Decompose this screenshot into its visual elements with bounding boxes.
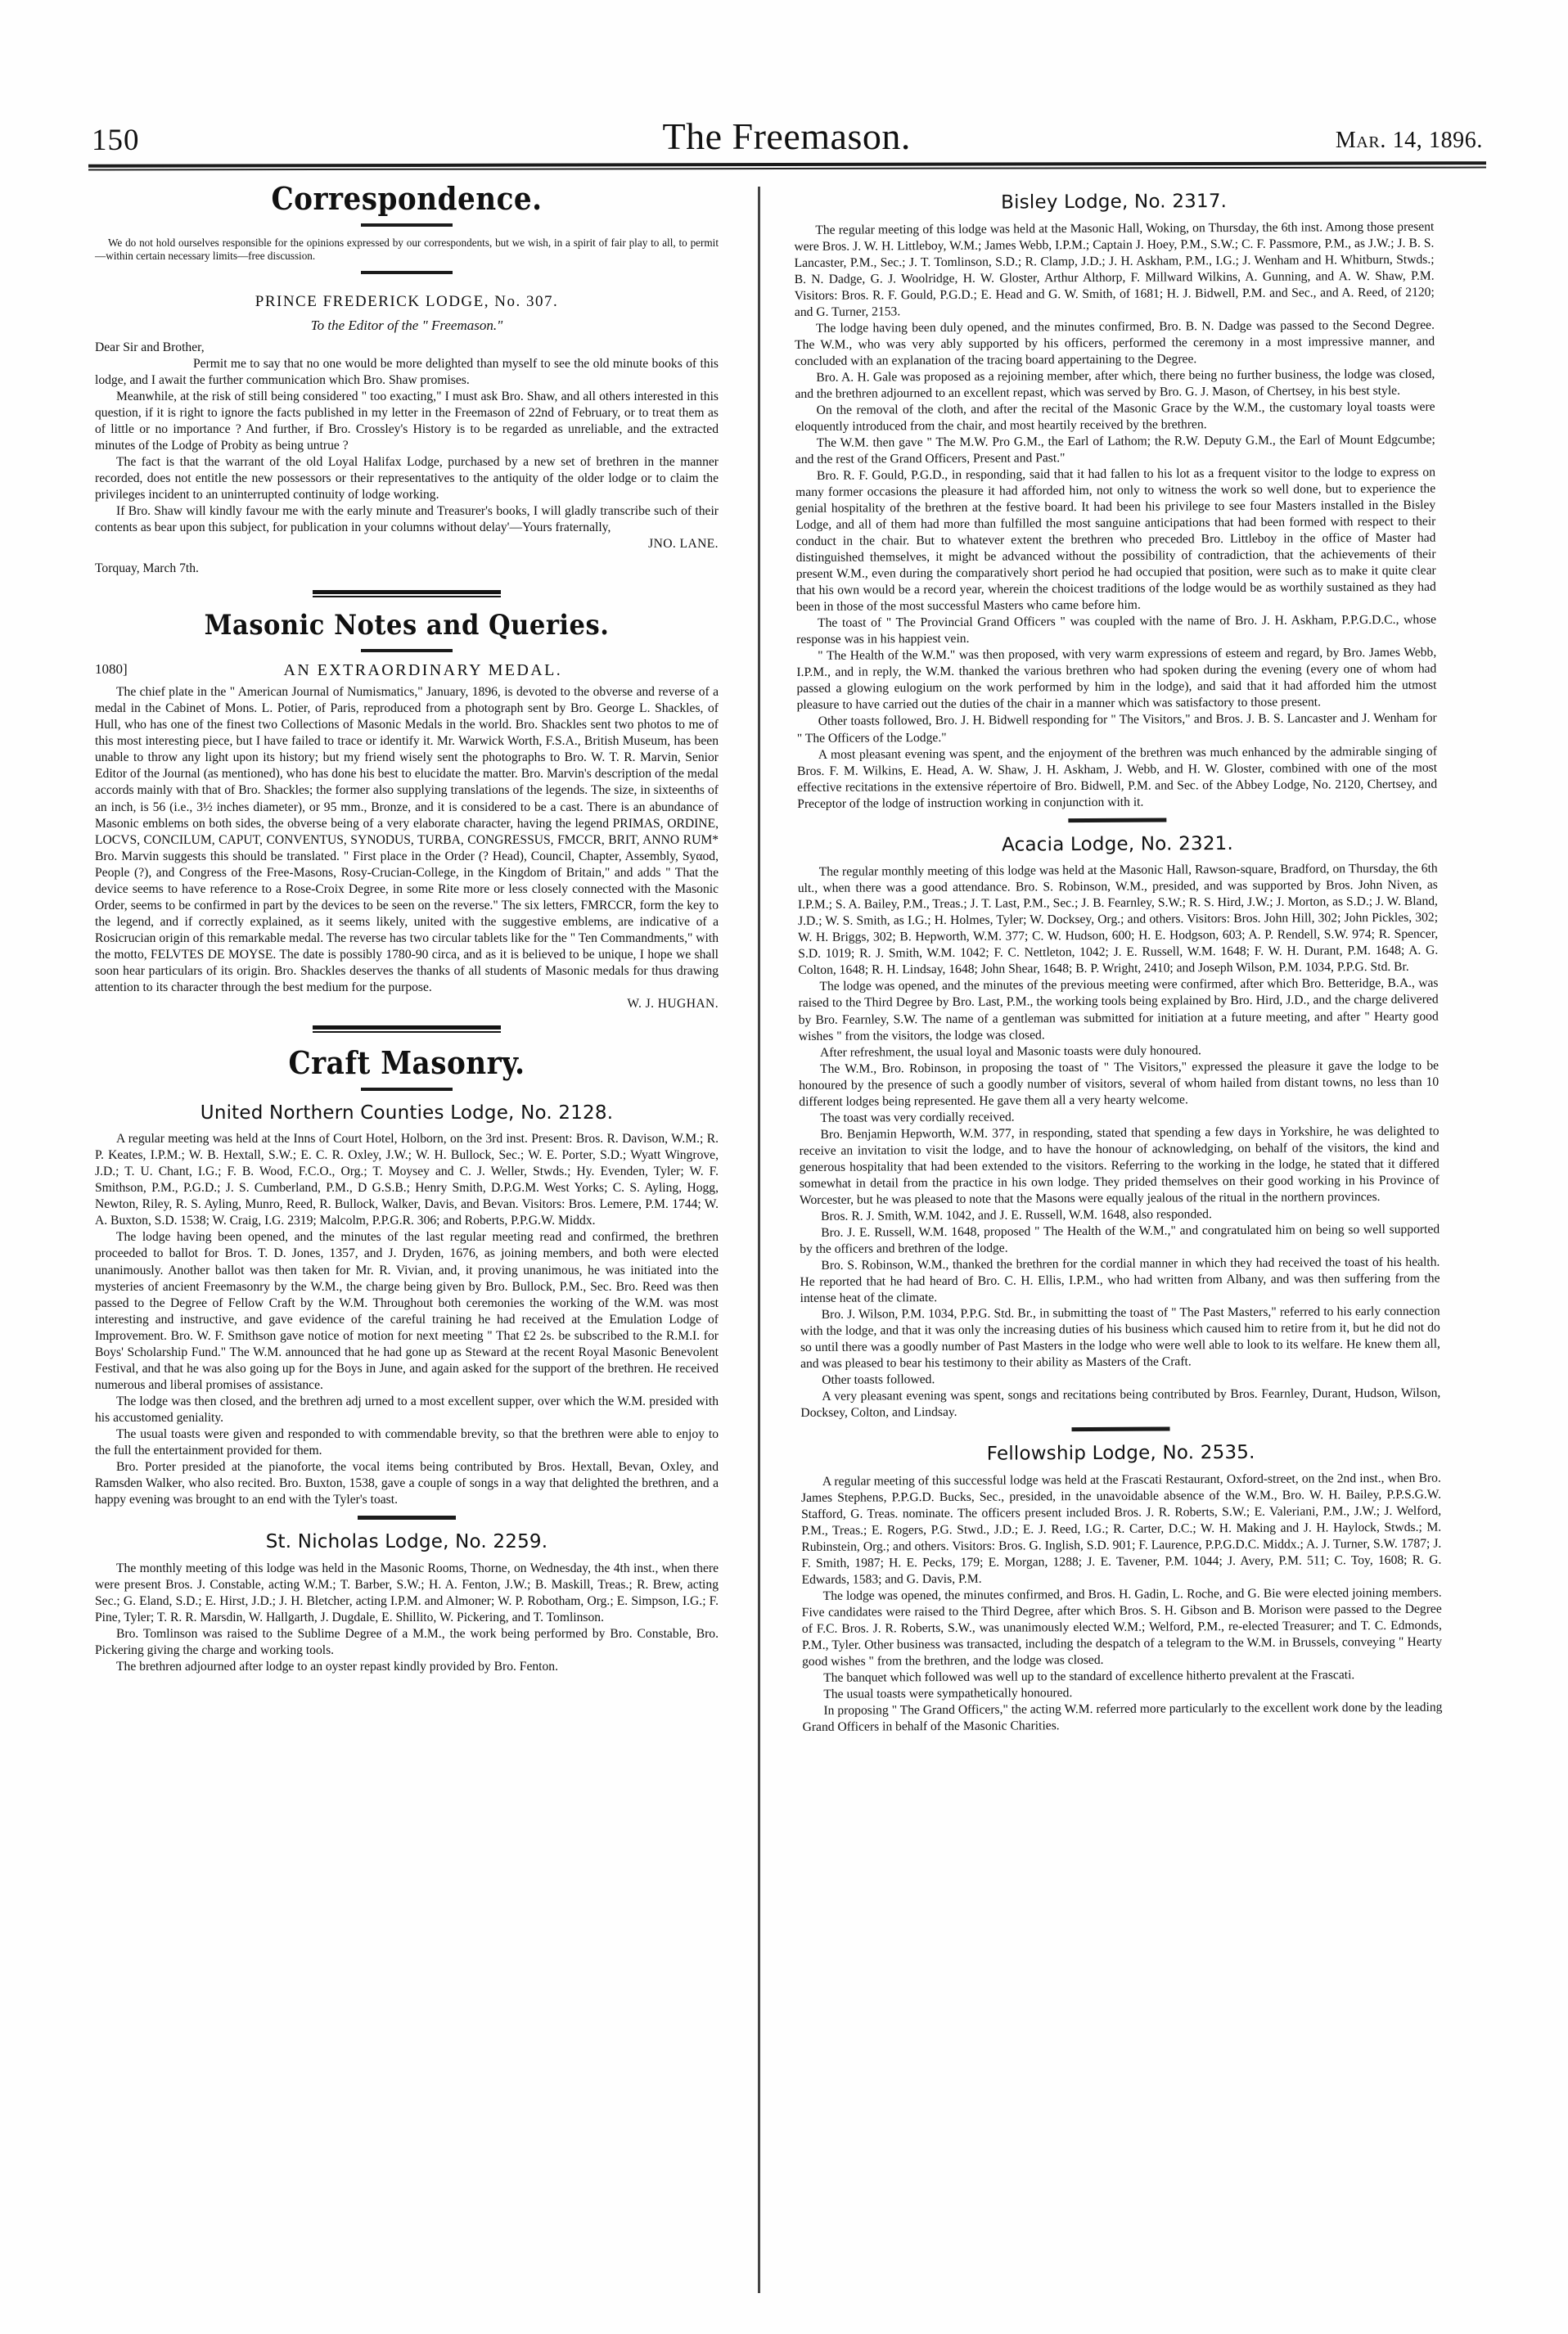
lodge-report bbox=[797, 831, 1440, 1422]
rule-between-lodges bbox=[1072, 1427, 1170, 1432]
lodge-name: Fellowship Lodge, No. 2535. bbox=[986, 1442, 1255, 1465]
lodge-paragraph: The lodge was opened, and the minutes of the previous meeting were confirmed, after which Bro. Betteridge, B.A., was raised to the Third Degree by Bro. Last, P.M., the working tools being explained by Bro. Hird, J.D., and the charge delivered by Bro. Fearnley, S.W. The name of a gentleman was submitted for initiation at a future meeting, and after " Hearty good wishes " from the visitors, the lodge was closed. bbox=[798, 976, 1439, 1043]
rule-under-correspondence-heading bbox=[361, 223, 453, 227]
section-masonic-notes-and-queries bbox=[95, 611, 719, 1012]
lodge-paragraph: The W.M. then gave " The M.W. Pro G.M., the Earl of Lathom; the R.W. Deputy G.M., the Earl of Mount Edgcumbe; and the rest of the Grand Officers, Present and Past." bbox=[795, 432, 1435, 466]
issue-date: Mar. 14, 1896. bbox=[1335, 128, 1483, 153]
lodge-report bbox=[95, 1102, 719, 1508]
lodge-paragraph: A regular meeting was held at the Inns of Court Hotel, Holborn, on the 3rd inst. Present: Bros. R. Davison, W.M.; R. P. Keates, I.P.M.; W. B. Hextall, S.W.; E. C. R. Oxley, J.W.; W. H. Bullock, Sec.; W. E. Porter, S.D.; Wyatt Wingrove, J.D.; T. U. Chant, I.G.; F. B. Wood, F.C.O., Org.; T. Moysey and C. J. Weller, Stwds.; Hy. Evenden, Tyler; W. F. Smithson, P.M., P.G.D.; J. S. Cumberland, P.M., D G.S.B.; Henry Smith, D.P.G.M. West Yorks; C. S. Ayling, Hogg, Newton, Riley, R. S. Ayling, Munro, Reed, R. Bullock, Walker, Davis, and Bevan. Visitors: Bros. Lemere, P.M. 1744; W. A. Buxton, S.D. 1538; W. Craig, I.G. 2319; Malcolm, P.P.G.R. 306; and Roberts, P.P.G.W. Middx. bbox=[95, 1132, 719, 1228]
lodge-paragraph: The lodge was opened, the minutes confirmed, and Bros. H. Gadin, L. Roche, and G. Bie were elected joining members. Five candidates were raised to the Third Degree, after which Bros. S. H. Gibson and B. Morison were passed to the Degree of F.C. Bros. J. R. Roberts, S.W., was unanimously elected W.M.; Welford, P.M., re-elected Treasurer; and T. C. Edmonds, P.M., Tyler. Other business was transacted, including the despatch of a telegram to the W.M. in Brussels, conveying " Hearty good wishes " from the brethren, and the lodge was closed. bbox=[801, 1585, 1443, 1669]
lodge-name: St. Nicholas Lodge, No. 2259. bbox=[265, 1530, 548, 1552]
lodge-name: Bisley Lodge, No. 2317. bbox=[1001, 191, 1228, 214]
lodge-paragraph: The W.M., Bro. Robinson, in proposing the toast of " The Visitors," expressed the pleasure it gave the lodge to be honoured by the presence of such a goodly number of visitors, several of whom hailed from distant towns, no less than 10 different lodges being represented. He gave them all a very hearty welcome. bbox=[799, 1058, 1440, 1109]
correspondence-disclaimer: We do not hold ourselves responsible for the opinions expressed by our correspondents, but we wish, in a spirit of fair play to all, to permit—within certain necessary limits—free discussion. bbox=[95, 236, 719, 263]
lodge-paragraph: A regular meeting of this successful lodge was held at the Frascati Restaurant, Oxford-street, on the 2nd inst., when Bro. James Stephens, P.P.G.D. Bucks, Sec., presided, in the unavoidable absence of the W.M., Bro. W. H. Bailey, P.P.S.G.W. Stafford, G. Treas. nominate. The officers present included Bros. J. R. Roberts, S.W.; E. Valeriani, P.M., J.W.; J. Welford, P.M., Treas.; E. Rogers, P.G. Stwd., J.D.; E. J. Reed, I.G.; R. Carter, D.C.; W. H. Making and J. H. Haylock, Stwds.; M. Rubinstein, Org.; and others. Visitors: Bros. G. Inglish, S.D. 901; F. Laurence, P.P.G.D.C. Middx.; A. J. Turner, S.W. 1787; J. F. Smith, 1987; H. E. Pecks, 179; E. Morgan, 1288; J. E. Tavener, P.M. 1044; J. Avery, P.M. 511; C. Toy, 1608; R. G. Edwards, 1583; and G. Davis, P.M. bbox=[800, 1471, 1442, 1587]
masthead-divider-rule bbox=[88, 163, 1486, 169]
lodge-paragraph: A most pleasant evening was spent, and the enjoyment of the brethren was much enhanced by the admirable singing of Bros. F. M. Wilkins, E. Head, A. W. Shaw, J. H. Askham, J. Webb, and H. W. Gloster, combined with one of the most effective recitations in the extensive répertoire of Bro. Bidwell, P.M. and Sec. of the Abbey Lodge, No. 2120, Chertsey, and Preceptor of the lodge of instruction working in conjunction with it. bbox=[796, 744, 1438, 811]
notes-and-queries-heading: Masonic Notes and Queries. bbox=[204, 609, 610, 642]
publication-title: The Freemason. bbox=[662, 115, 911, 157]
page-folio-number: 150 bbox=[92, 124, 140, 157]
letter-paragraph: If Bro. Shaw will kindly favour me with the early minute and Treasurer's books, I will gladly transcribe such of their contents as bear upon this subject, for publication in your columns without delay'—Yours fraternally, bbox=[95, 504, 719, 535]
lodge-paragraph: The lodge having been duly opened, and the minutes confirmed, Bro. B. N. Dadge was passed to the Second Degree. The W.M., who was very ably supported by his officers, performed the ceremony in a most impressive manner, and concluded with an explanation of the tracing board appertaining to the Degree. bbox=[795, 318, 1435, 368]
lodge-paragraph: Bros. R. J. Smith, W.M. 1042, and J. E. Russell, W.M. 1648, also responded. bbox=[821, 1207, 1212, 1223]
lodge-paragraph: After refreshment, the usual loyal and Masonic toasts were duly honoured. bbox=[819, 1043, 1201, 1060]
lodge-paragraph: Bro. Benjamin Hepworth, W.M. 377, in responding, stated that spending a few days in Yorkshire, he was delighted to receive an invitation to visit the lodge, and to have the honour of acknowledging, on behalf of the visitors, the kind and generous hospitality that had been extended to the visitors. Referring to the working in the lodge, he stated that it differed somewhat in detail from the practice in his own lodge. They prided themselves on their good working in his Province of Worcester, but he was pleased to note that the Masons were equally jealous of the ritual in the northern provinces. bbox=[799, 1124, 1440, 1207]
notes-signature: W. J. HUGHAN. bbox=[627, 996, 719, 1011]
lodge-paragraph: Bro. R. F. Gould, P.G.D., in responding, said that it had fallen to his lot as a frequent visitor to the lodge to express on many former occasions the pleasure it had afforded him, not only to witness the work so well done, but to experience the genial hospitality of the brethren at the festive board. It had been his privilege to see four Masters installed in the Bisley Lodge, and all of them had more than fulfilled the most sanguine anticipations that had been formed with respect to their conduct in the chair. But to whatever extent the brethren who preceded Bro. Littleboy in the office of Master had distinguished themselves, it might be advanced without the possibility of contradiction, that the achievements of their present W.M., even during the comparatively short period he had occupied that position, were such as to make it quite clear that his own would be a record year, wherein the choicest traditions of the lodge would be as worthily sustained as they had been in those of the most successful Masters who came before him. bbox=[795, 465, 1436, 615]
left-column bbox=[95, 182, 719, 1675]
lodge-paragraph: The banquet which followed was well up to the standard of excellence hitherto prevalent at the Frascati. bbox=[823, 1668, 1355, 1686]
rule-under-craft-masonry-heading bbox=[361, 1088, 453, 1091]
lodge-paragraph: The monthly meeting of this lodge was held in the Masonic Rooms, Thorne, on Wednesday, the 4th inst., when there were present Bros. J. Constable, acting W.M.; T. Barber, S.W.; H. A. Fenton, J.W.; B. Maskill, Treas.; R. Brew, acting Sec.; G. Eland, S.D.; E. Hirst, J.D.; J. H. Bletcher, acting I.P.M. and Almoner; W. P. Robotham, Org.; E. Simpson, I.G.; F. Pine, Tyler; T. R. R. Marsdin, W. Hallgarth, J. Dugdale, E. Shillito, W. Pickering, and T. Tomlinson. bbox=[95, 1561, 719, 1624]
rule-under-disclaimer bbox=[361, 271, 453, 274]
lodge-paragraph: In proposing " The Grand Officers," the acting W.M. referred more particularly to the excellent work done by the leading Grand Officers in behalf of the Masonic Charities. bbox=[802, 1700, 1443, 1735]
lodge-paragraph: The regular monthly meeting of this lodge was held at the Masonic Hall, Rawson-square, Bradford, on Thursday, the 6th ult., when there was a good attendance. Bro. S. Robinson, W.M., presided, and was supported by Bros. John Niven, as I.P.M.; S. A. Bailey, P.M., Treas.; J. T. Last, P.M., Sec.; J. B. Fearnley, S.W.; R. S. Hird, J.W.; J. Morton, as S.D.; J. W. Bland, J.D.; W. S. Smith, as I.G.; H. Holmes, Tyler; W. Docksey, Org.; and others. Visitors: Bros. John Hill, 302; John Pickles, 302; W. H. Briggs, 302; B. Hepworth, W.M. 377; C. W. Hudson, 600; H. E. Hodgson, 603; A. P. Rendell, S.W. 974; R. Spencer, S.D. 1019; R. J. Smith, W.M. 1042; F. C. Nettleton, 1042; J. E. Russell, W.M. 1648; F. W. H. Durant, P.M. 1648; A. G. Colton, 1648; R. H. Lindsay, 1648; John Shear, 1648; B. P. Wright, 2410; and Joseph Wilson, P.M. 1034, P.P.G. Std. Br. bbox=[797, 861, 1439, 978]
lodge-report bbox=[794, 189, 1437, 813]
lodge-paragraph: Bro. Porter presided at the pianoforte, the vocal items being contributed by Bros. Hextall, Bevan, Oxley, and Ramsden Walker, who also recited. Bro. Buxton, 1538, gave a couple of songs in a way that delighted the brethren, and a happy evening was brought to an end with the Tyler's toast. bbox=[95, 1459, 719, 1507]
lodge-name: United Northern Counties Lodge, No. 2128. bbox=[200, 1102, 614, 1124]
masthead bbox=[92, 105, 1483, 155]
correspondence-heading: Correspondence. bbox=[271, 180, 543, 217]
lodge-paragraph: Bro. A. H. Gale was proposed as a rejoining member, after which, there being no further business, the lodge was closed, and the brethren adjourned to an excellent repast, which was served by Bro. G. J. Mason, of Chertsey, in his best style. bbox=[795, 367, 1435, 401]
letter-addressee: To the Editor of the " Freemason." bbox=[310, 317, 503, 333]
lodge-paragraph: Bro. J. E. Russell, W.M. 1648, proposed " The Health of the W.M.," and congratulated him on being so well supported by the officers and brethren of the lodge. bbox=[800, 1222, 1440, 1256]
lodge-paragraph: The toast of " The Provincial Grand Officers " was coupled with the name of Bro. J. H. Askham, P.P.G.D.C., whose response was in his happiest vein. bbox=[796, 612, 1437, 647]
section-correspondence bbox=[95, 182, 719, 577]
lodge-paragraph: Bro. J. Wilson, P.M. 1034, P.P.G. Std. Br., in submitting the toast of " The Past Masters," referred to his early connection with the lodge, and that it was only the increasing duties of his business which caused him to retire from it, but he did not do so until there was a goodly number of Past Masters in the lodge who were well able to look to its welfare. He knew them all, and was pleased to bear his testimony to their ability as Masters of the Craft. bbox=[800, 1304, 1440, 1372]
lodge-paragraph: Bro. S. Robinson, W.M., thanked the brethren for the cordial manner in which they had received the toast of his health. He reported that he had heard of Bro. C. H. Ellis, I.P.M., who had written from Albany, and was then suffering from the intense heat of the climate. bbox=[800, 1255, 1440, 1306]
lodge-paragraph: Other toasts followed. bbox=[822, 1372, 935, 1388]
lodge-paragraph: The usual toasts were sympathetically honoured. bbox=[823, 1686, 1073, 1702]
notes-item-body: The chief plate in the " American Journal of Numismatics," January, 1896, is devoted to the obverse and reverse of a medal in the Cabinet of Mons. L. Potier, of Paris, reproduced from a photograph sent by Bro. George L. Shackles, of Hull, who has one of the finest two Collections of Masonic Medals in the world. Bro. Shackles sent two photos to me of this most interesting piece, but I have failed to trace or identify it. Mr. Warwick Worth, F.S.A., British Museum, has been unable to throw any light upon its history; but my friend wisely sent the photographs to Bro. W. T. R. Marvin, Senior Editor of the Journal (as mentioned), who has done his best to elucidate the matter. Bro. Marvin's description of the medal accords mainly with that of Bro. Shackles; the former also supplying translations of the legends. The size, in sixteenths of an inch, is 56 (i.e., 3½ inches diameter), or 95 mm., Bronze, and it is considered to be a cast. There is an abundance of Masonic emblems on both sides, the obverse being of a very elaborate character, having the legend PRIMAS, ORDINE, LOCVS, CONCILUM, CAPUT, CONVENTUS, SYNODUS, TURBA, CONGRESSUS, FMCCR, BRIT, ANNO RUM* Bro. Marvin suggests this should be translated. " First place in the Order (? Head), Council, Chapter, Assembly, Syαod, People (?), and Congress of the Free-Masons, Rosy-Crucian-College, in the Kingdom of Britain," and adds " That the device seems to have reference to a Rose-Croix Degree, in some Rite more or less closely connected with the Masonic Order, seems to be confirmed in part by the devices to be seen on the reverse." The six letters, FMRCCR, form the key to the legend, and if correctly explained, as it seems likely, united with the suggestive emblems, are indicative of a Rosicrucian origin of this remarkable medal. The reverse has two circular tablets like for the " Ten Commandments," with the motto, FELVTES DE MOYSE. The date is possibly 1780-90 circa, and as it is believed to be unique, I hope we shall soon hear particulars of its origin. Bro. Shackles deserves the thanks of all students of Masonic medals for thus drawing attention to its character through the best medium for the purpose. bbox=[95, 685, 719, 994]
rule-between-lodges bbox=[358, 1516, 456, 1520]
craft-masonry-heading: Craft Masonry. bbox=[288, 1043, 525, 1081]
lodge-paragraph: The usual toasts were given and responded to with commendable brevity, so that the brethren were able to enjoy to the full the entertainment provided for them. bbox=[95, 1426, 719, 1458]
right-column bbox=[794, 178, 1443, 1737]
letter-paragraph: The fact is that the warrant of the old Loyal Halifax Lodge, purchased by a new set of brethren in the manner recorded, does not entitle the new possessors or their representatives to the antiquity of the older lodge or to claim the privileges incident to an uninterrupted continuity of lodge working. bbox=[95, 454, 719, 502]
lodge-paragraph: The toast was very cordially received. bbox=[820, 1110, 1015, 1125]
lodge-paragraph: " The Health of the W.M." was then proposed, with very warm expressions of esteem and regard, by Bro. James Webb, I.P.M., and in reply, the W.M. thanked the various brethren who had spoken during the evening (every one of whom had passed a glowing eulogium on the work performed by him in the lodge), and said that it had afforded him the utmost pleasure to have carried out the duties of the chair in a manner which was satisfactory to those present. bbox=[796, 645, 1437, 713]
rule-before-craft-masonry bbox=[313, 1025, 501, 1033]
notes-item-number: 1080] bbox=[95, 660, 128, 677]
section-craft-masonry bbox=[95, 1043, 719, 1675]
lodge-name: Acacia Lodge, No. 2321. bbox=[1002, 832, 1234, 856]
notes-item-title: AN EXTRAORDINARY MEDAL. bbox=[283, 660, 563, 679]
notes-item-heading bbox=[95, 660, 719, 682]
lodge-paragraph: The lodge was then closed, and the brethren adj urned to a most excellent supper, over which the W.M. presided with his accustomed geniality. bbox=[95, 1394, 719, 1425]
column-divider-rule bbox=[758, 187, 760, 2293]
lodge-paragraph: The regular meeting of this lodge was held at the Masonic Hall, Woking, on Thursday, the 6th inst. Among those present were Bros. J. W. H. Littleboy, W.M.; James Webb, I.P.M.; Captain J. Hoey, P.M., S.W.; C. F. Passmore, P.M., as J.W.; J. B. S. Lancaster, P.M., Sec.; J. T. Tomlinson, S.D.; R. Clamp, J.D.; J. H. Askham, P.M., I.G.; J. Wenham and H. Whitburn, Stwds.; B. N. Dadge, G. J. Woolridge, H. W. Gloster, Arthur Althorp, F. Millward Wilkins, A. Gunning, and A. W. Shaw, P.M. Visitors: Bros. R. F. Gould, P.G.D.; E. Head and G. W. Smith, of 1681; H. J. Bidwell, P.M. and Sec., and A. Reed, of 2120; and G. Turner, 2153. bbox=[794, 219, 1435, 319]
lodge-report bbox=[801, 1440, 1443, 1736]
lodge-paragraph: The brethren adjourned after lodge to an oyster repast kindly provided by Bro. Fenton. bbox=[116, 1659, 559, 1674]
letter-paragraph: Meanwhile, at the risk of still being considered " too exacting," I must ask Bro. Shaw, and all others interested in this question, if it is right to ignore the facts published in my letter in the Freemason of 22nd of February, or to treat them as of little or no importance ? And further, if Bro. Crossley's History is to be regarded as unreliable, and the extracted minutes of the Lodge of Probity as being untrue ? bbox=[95, 389, 719, 453]
lodge-paragraph: On the removal of the cloth, and after the recital of the Masonic Grace by the W.M., the customary loyal toasts were eloquently introduced from the chair, and most heartily received by the brethren. bbox=[795, 399, 1435, 434]
lodge-paragraph: Other toasts followed, Bro. J. H. Bidwell responding for " The Visitors," and Bros. J. B. S. Lancaster and J. Wenham for " The Officers of the Lodge." bbox=[796, 711, 1437, 746]
rule-under-notes-heading bbox=[361, 649, 453, 652]
letter-salutation: Dear Sir and Brother, bbox=[95, 340, 205, 354]
lodge-paragraph: The lodge having been opened, and the minutes of the last regular meeting read and confirmed, the brethren proceeded to ballot for Bros. T. D. Jones, 1357, and J. Dryden, 1676, as joining members, and both were elected unanimously. Another ballot was then taken for Mr. R. Vivian, and, it proving unanimous, he was initiated into the mysteries of ancient Freemasonry by the W.M., the charge being given by Bro. Bullock, P.M., Sec. Bro. Reed was then passed to the Degree of Fellow Craft by the W.M. Throughout both ceremonies the working of the W.M. was most interesting and instructive, and gave evidence of the careful training he had received at the Emulation Lodge of Improvement. Bro. W. F. Smithson gave notice of motion for next meeting " That £2 2s. be subscribed to the R.M.I. for Boys' Scholarship Fund." The W.M. announced that he had gone up as Steward at the recent Royal Masonic Benevolent Festival, and that he was also going up for the Boys in June, and again asked for the support of the brethren. He received numerous and liberal promises of assistance. bbox=[95, 1230, 719, 1392]
lodge-paragraph: A very pleasant evening was spent, songs and recitations being contributed by Bros. Fearnley, Durant, Hudson, Wilson, Docksey, Colton, and Lindsay. bbox=[800, 1386, 1441, 1421]
rule-between-lodges bbox=[1068, 818, 1166, 822]
letter-paragraph: Permit me to say that no one would be more delighted than myself to see the old minute books of this lodge, and I await the further communication which Bro. Shaw promises. bbox=[95, 356, 719, 387]
letter-lodge-title: PRINCE FREDERICK LODGE, No. 307. bbox=[255, 292, 559, 310]
lodge-paragraph: Bro. Tomlinson was raised to the Sublime Degree of a M.M., the work being performed by Bro. Constable, Bro. Pickering giving the charge and working tools. bbox=[95, 1626, 719, 1657]
letter-place-date: Torquay, March 7th. bbox=[95, 561, 199, 576]
lodge-report bbox=[95, 1530, 719, 1675]
rule-before-notes-section bbox=[313, 590, 501, 597]
letter-signature: JNO. LANE. bbox=[648, 537, 719, 552]
